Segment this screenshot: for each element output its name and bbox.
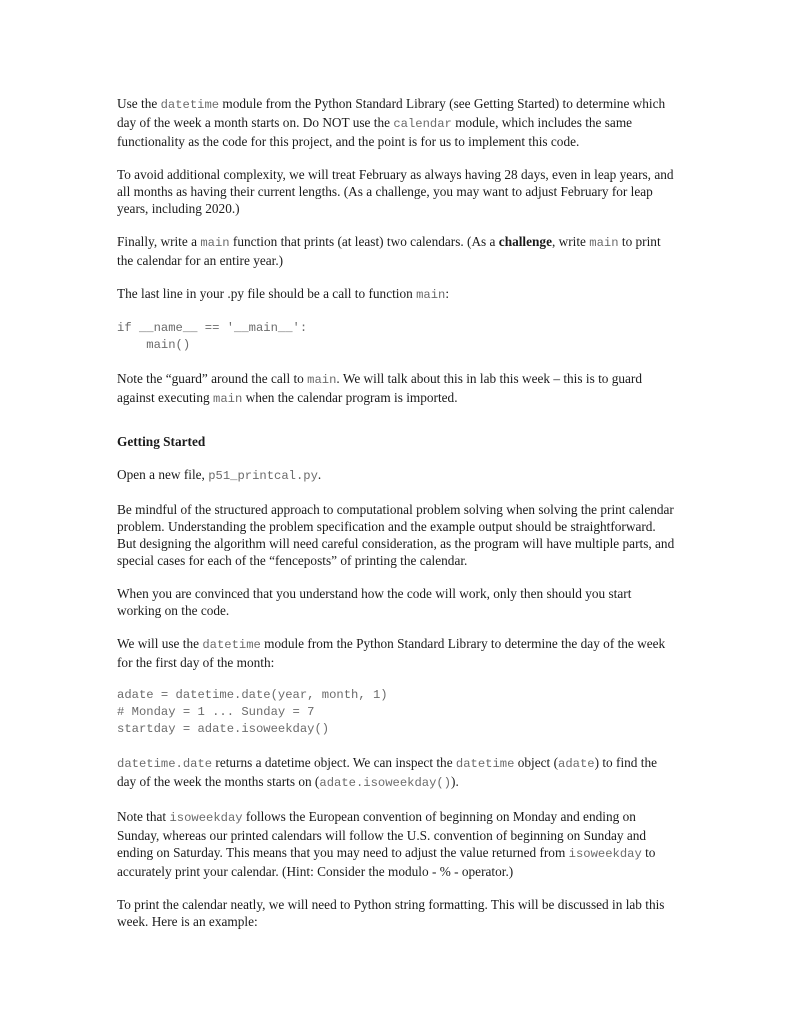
paragraph-guard-note: Note the “guard” around the call to main. We will talk about this in lab this week – this is to guard against executing main when the calendar program is imported.	[117, 371, 643, 406]
paragraph-structured-approach: Be mindful of the structured approach to computational problem solving when solving the print calendar problem. Understanding the problem specification and the example output should be straightforward. But designing the algorithm will need careful consideration, as the program will have multiple parts, and special cases for each of the “fenceposts” of printing the calendar.	[117, 502, 675, 568]
code-block-guard: if __name__ == '__main__': main()	[117, 321, 308, 352]
code-block-adate: adate = datetime.date(year, month, 1) # Monday = 1 ... Sunday = 7 startday = adate.isoweekday()	[117, 688, 388, 736]
code-main-5: main	[213, 392, 243, 406]
code-datetime-3: datetime	[455, 757, 515, 771]
code-isoweekday: isoweekday	[169, 811, 243, 825]
code-datetime-2: datetime	[202, 638, 261, 652]
code-isoweekday-call: adate.isoweekday()	[319, 776, 452, 790]
code-main-2: main	[589, 236, 619, 250]
paragraph-main-function: Finally, write a main function that prints (at least) two calendars. (As a challenge, write main to print the calendar for an entire year.)	[117, 234, 661, 268]
paragraph-isoweekday: Note that isoweekday follows the European convention of beginning on Monday and ending on Sunday, whereas our printed calendars will follow the U.S. convention of beginning on Sunday and ending on Saturday. This means that you may need to adjust the value returned from isoweekday to accurately print your calendar. (Hint: Consider the modulo - % - operator.)	[117, 809, 656, 879]
paragraph-open-file: Open a new file, p51_printcal.py.	[117, 467, 322, 483]
challenge-bold: challenge	[498, 234, 552, 249]
code-filename: p51_printcal.py	[208, 469, 318, 483]
document-page	[117, 95, 677, 946]
code-datetime: datetime	[160, 98, 220, 112]
paragraph-convinced: When you are convinced that you understand how the code will work, only then should you start working on the code.	[117, 586, 632, 618]
code-datetime-date: datetime.date	[117, 757, 213, 771]
code-adate: adate	[558, 757, 595, 771]
paragraph-datetime-date: datetime.date returns a datetime object. We can inspect the datetime object (adate) to find the day of the week the months starts on (adate.isoweekday()).	[117, 755, 658, 790]
code-main-4: main	[307, 373, 337, 387]
code-main-3: main	[416, 288, 446, 302]
code-main: main	[200, 236, 230, 250]
paragraph-february: To avoid additional complexity, we will treat February as always having 28 days, even in leap years, and all months as having their current lengths. (As a challenge, you may want to adjust February for leap years, including 2020.)	[117, 167, 674, 216]
paragraph-datetime-intro: Use the datetime module from the Python Standard Library (see Getting Started) to determine which day of the week a month starts on. Do NOT use the calendar module, which includes the same functionality as the code for this project, and the point is for us to implement this code.	[117, 96, 666, 149]
code-calendar: calendar	[393, 117, 452, 131]
paragraph-use-datetime: We will use the datetime module from the Python Standard Library to determine the day of the week for the first day of the month:	[117, 636, 666, 670]
section-heading-getting-started: Getting Started	[117, 434, 206, 449]
paragraph-string-formatting: To print the calendar neatly, we will need to Python string formatting. This will be discussed in lab this week. Here is an example:	[117, 897, 665, 929]
code-isoweekday-2: isoweekday	[568, 847, 642, 861]
paragraph-last-line: The last line in your .py file should be a call to function main:	[117, 286, 450, 302]
